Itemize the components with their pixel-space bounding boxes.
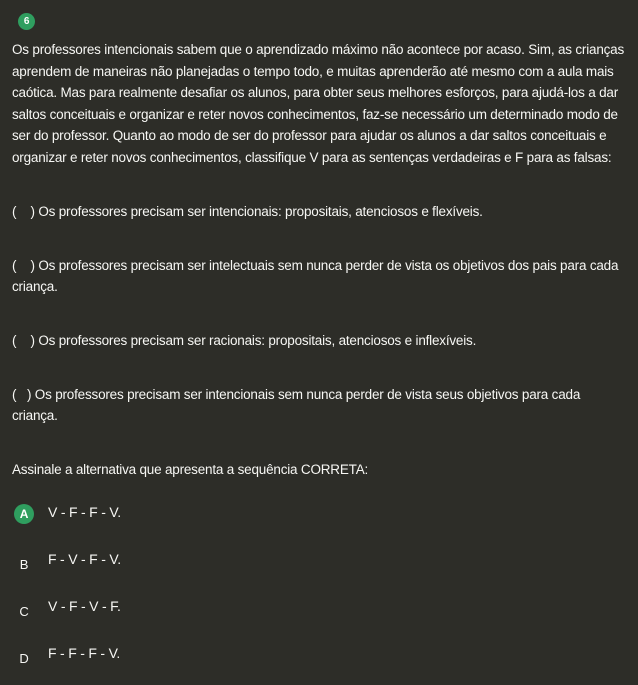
option-a[interactable]	[0, 504, 638, 524]
quiz-question-panel	[0, 13, 638, 665]
statement-1: ( ) Os professores precisam ser intencionais: propositais, atenciosos e flexíveis.	[12, 204, 483, 219]
question-number: 6	[23, 16, 30, 27]
statement-4: ( ) Os professores precisam ser intencionais sem nunca perder de vista seus objetivos para cada criança.	[12, 387, 584, 423]
answer-options	[0, 504, 638, 665]
question-number-badge	[18, 13, 35, 30]
statement-2: ( ) Os professores precisam ser intelectuais sem nunca perder de vista os objetivos dos pais para cada criança.	[12, 258, 622, 294]
option-c-letter-badge[interactable]: C	[19, 603, 29, 619]
option-d-letter-badge[interactable]: D	[19, 650, 29, 666]
option-c[interactable]	[0, 598, 638, 618]
option-a-letter-badge[interactable]: A	[14, 504, 34, 524]
instruction-text: Assinale a alternativa que apresenta a sequência CORRETA:	[12, 462, 369, 477]
option-d-text: F - F - F - V.	[48, 645, 121, 661]
option-b-letter-badge[interactable]: B	[19, 556, 29, 572]
option-a-text: V - F - F - V.	[48, 504, 121, 520]
option-b-text: F - V - F - V.	[48, 551, 121, 567]
statement-3: ( ) Os professores precisam ser racionais: propositais, atenciosos e inflexíveis.	[12, 333, 477, 348]
option-c-text: V - F - V - F.	[48, 598, 121, 614]
option-d[interactable]	[0, 645, 638, 665]
question-text: Os professores intencionais sabem que o aprendizado máximo não acontece por acaso. Sim, as crianças aprendem de maneiras não planejadas o tempo todo, e muitas aprenderão até mesmo com a aula mais caótica. Mas para realmente desafiar os alunos, para obter seus melhores esforços, para ajudá-los a dar saltos conceituais e organizar e reter novos conhecimentos, faz-se necessário um determinado modo de ser do professor. Quanto ao modo de ser do professor para ajudar os alunos a dar saltos conceituais e organizar e reter novos conhecimentos, classifique V para as sentenças verdadeiras e F para as falsas:	[12, 42, 625, 165]
option-b[interactable]	[0, 551, 638, 571]
